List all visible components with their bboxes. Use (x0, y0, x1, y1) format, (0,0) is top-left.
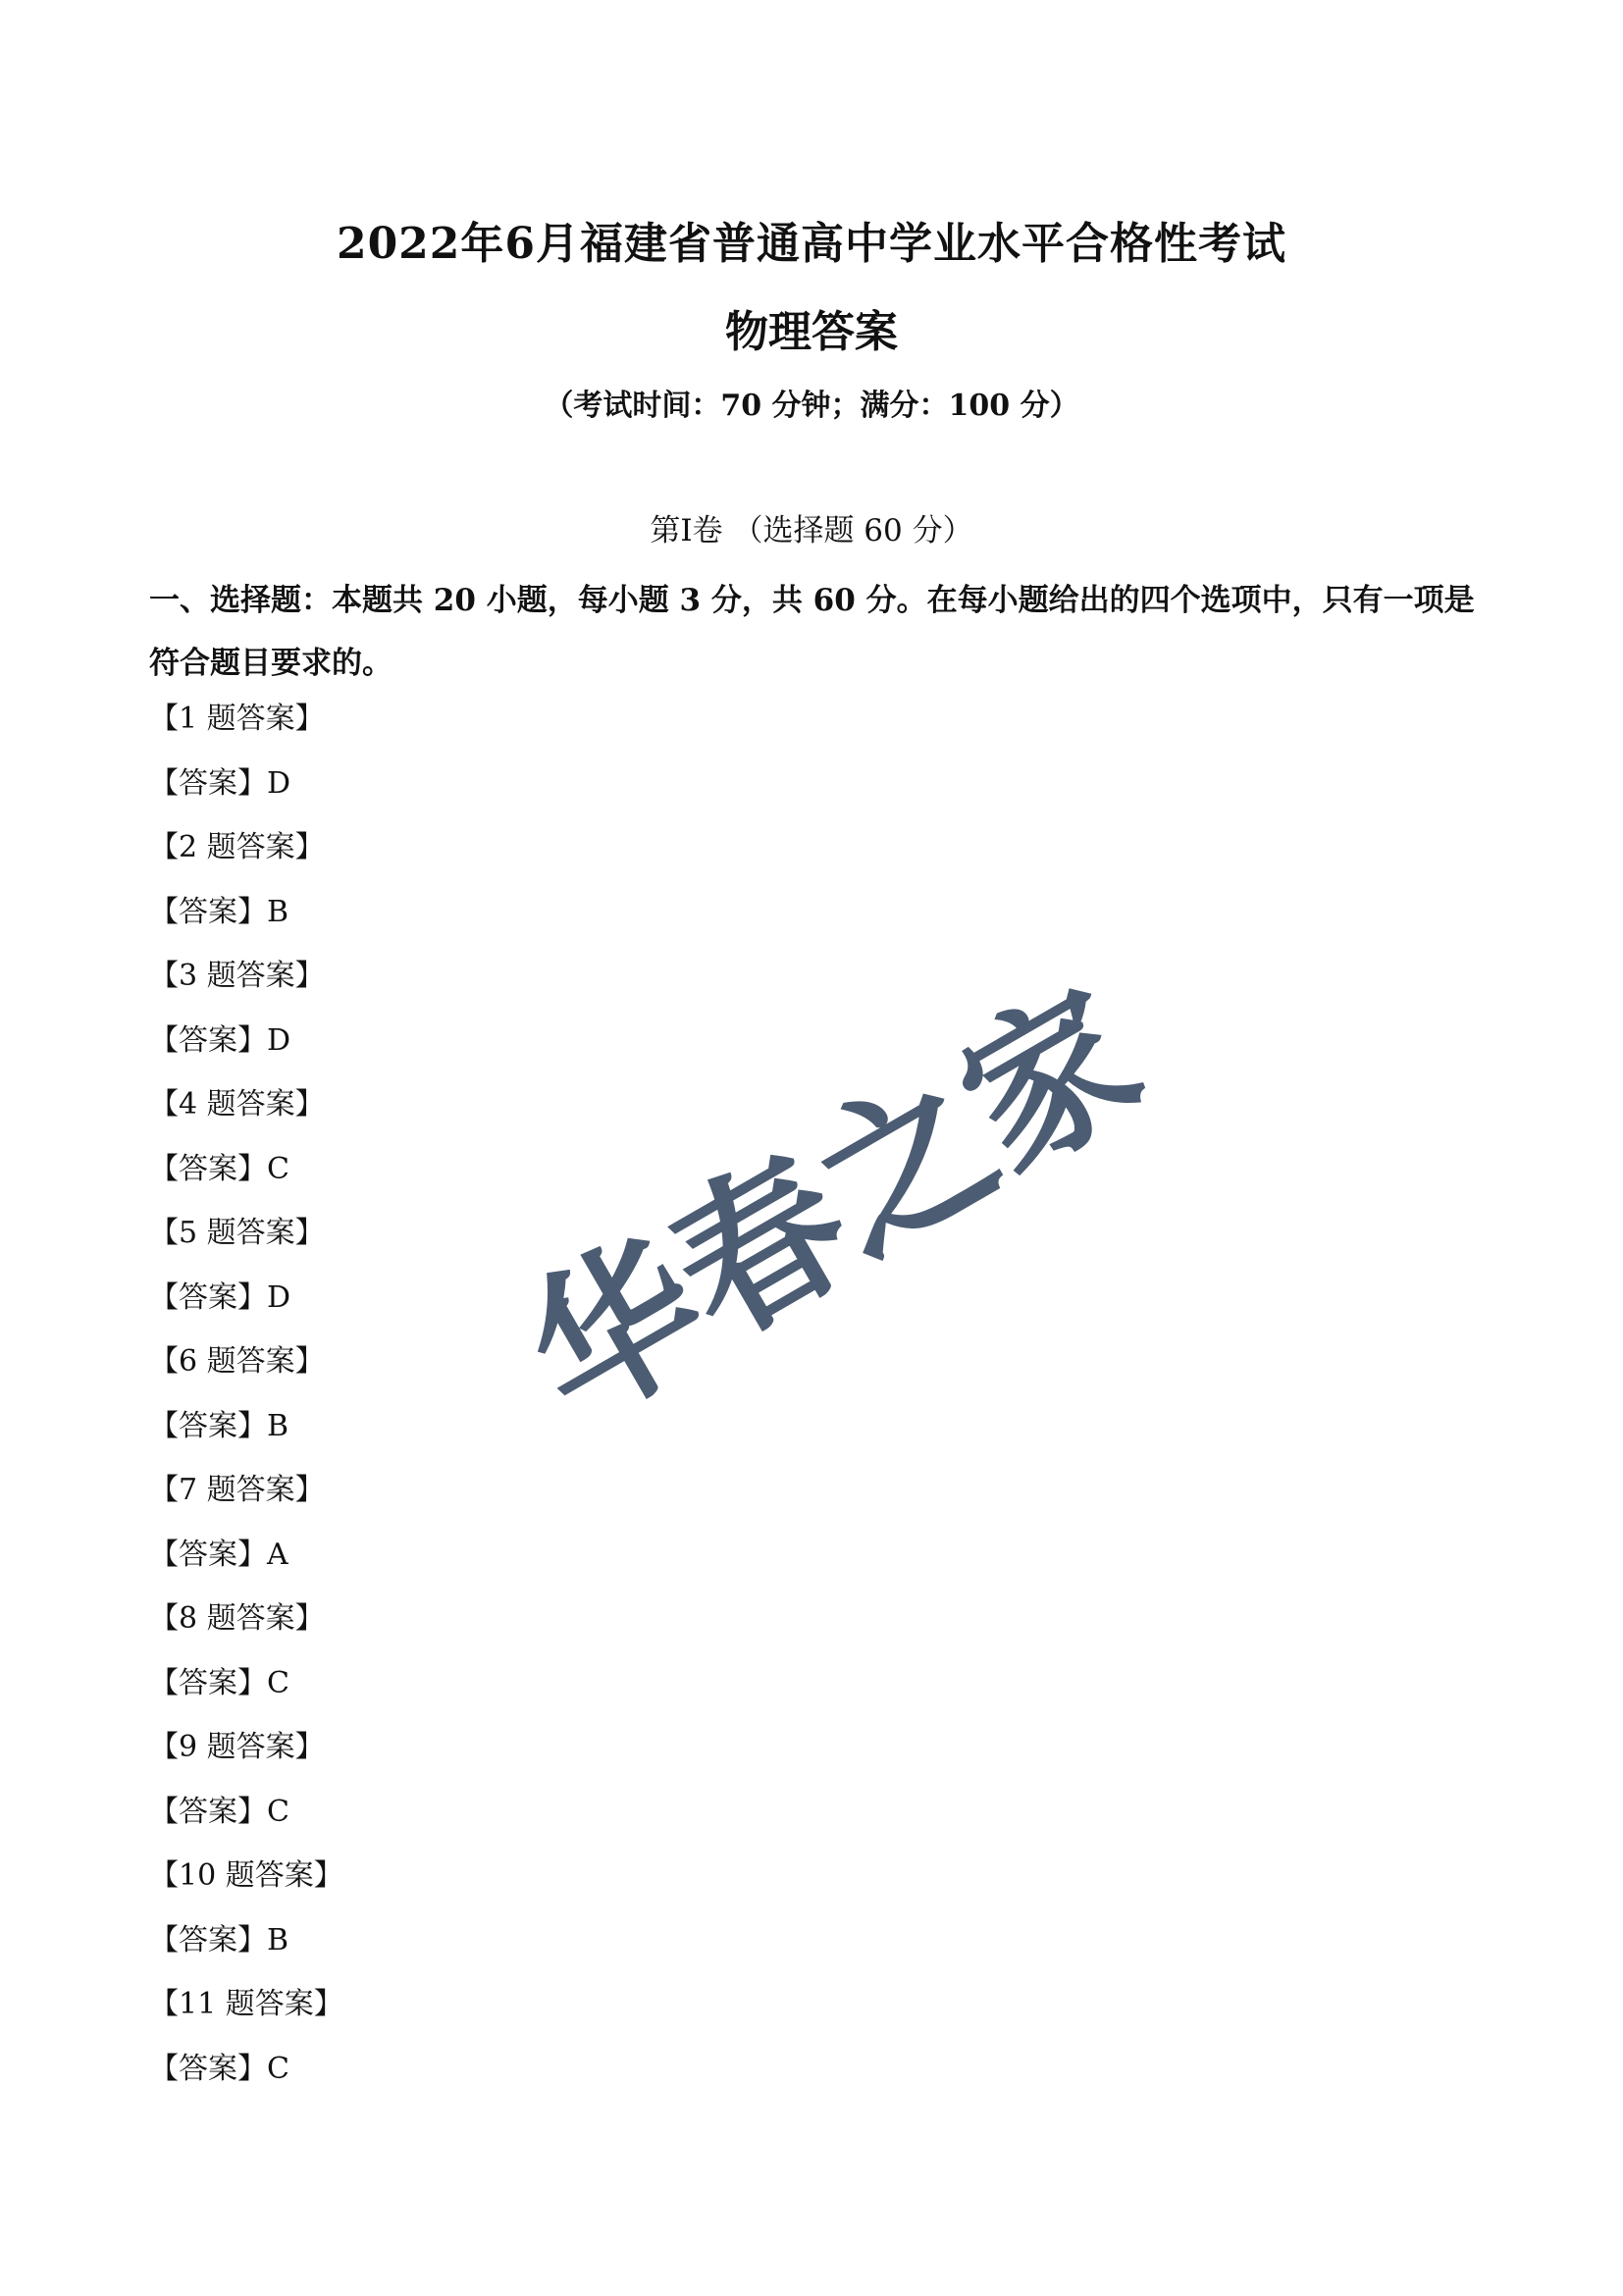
question-heading: 【7 题答案】 (149, 1473, 325, 1507)
document-subtitle: 物理答案 (725, 307, 898, 357)
volume-heading: 第Ⅰ卷 （选择题 60 分） (650, 513, 973, 548)
answer-value: 【答案】B (149, 894, 289, 929)
watermark: 华春之家 (497, 956, 1172, 1458)
question-heading: 【11 题答案】 (149, 1987, 343, 2021)
question-heading: 【10 题答案】 (149, 1858, 343, 1893)
section-instructions: 一、选择题：本题共 20 小题，每小题 3 分，共 60 分。在每小题给出的四个选项中，只有一项是符合题目要求的。 (149, 583, 1475, 681)
question-heading: 【4 题答案】 (149, 1087, 325, 1122)
exam-info: （考试时间：70 分钟；满分：100 分） (544, 389, 1079, 423)
question-heading: 【8 题答案】 (149, 1601, 325, 1636)
answer-value: 【答案】D (149, 1022, 291, 1058)
document-title: 2022年6月福建省普通高中学业水平合格性考试 (336, 219, 1287, 269)
answer-value: 【答案】D (149, 1279, 291, 1315)
answer-value: 【答案】C (149, 1794, 289, 1829)
answer-value: 【答案】C (149, 1665, 289, 1700)
question-heading: 【2 题答案】 (149, 830, 325, 864)
question-heading: 【5 题答案】 (149, 1216, 325, 1250)
answer-value: 【答案】A (149, 1537, 288, 1572)
question-heading: 【9 题答案】 (149, 1730, 325, 1764)
answer-value: 【答案】C (149, 1151, 289, 1186)
answer-list (149, 700, 934, 2113)
question-heading: 【3 题答案】 (149, 959, 325, 993)
answer-value: 【答案】B (149, 1408, 289, 1443)
question-heading: 【6 题答案】 (149, 1344, 325, 1379)
answer-value: 【答案】B (149, 1922, 289, 1957)
answer-value: 【答案】D (149, 765, 291, 801)
question-heading: 【1 题答案】 (149, 702, 325, 736)
answer-value: 【答案】C (149, 2051, 289, 2086)
